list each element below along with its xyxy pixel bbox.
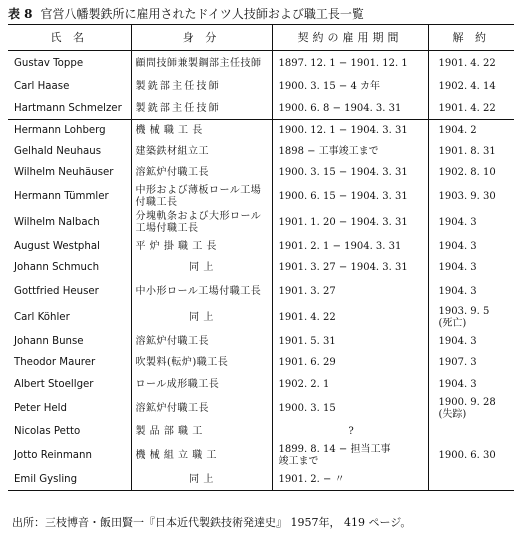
source-note: 出所：三枝博音・飯田賢一『日本近代製鉄技術発達史』 1957年， 419 ページ。 [12, 516, 412, 529]
cell-dismissal: 1904. 3 [428, 210, 514, 236]
table-row [8, 331, 514, 353]
cell-dismissal: 1903. 9. 5 (死亡) [428, 305, 514, 331]
cell-name: Jotto Reinmann [14, 450, 92, 461]
cell-period: 1900. 6. 8 − 1904. 3. 31 [272, 98, 428, 120]
cell-period: 1901. 4. 22 [272, 305, 428, 331]
table-row [8, 305, 514, 331]
cell-dismissal: 1904. 3 [428, 331, 514, 353]
cell-period: 1901. 5. 31 [272, 331, 428, 353]
table-caption [8, 5, 364, 22]
cell-dismissal [428, 422, 514, 444]
cell-period: 1900. 6. 15 − 1904. 3. 31 [272, 184, 428, 210]
cell-dismissal: 1901. 4. 22 [428, 51, 514, 77]
table-row [8, 236, 514, 258]
table-row [8, 184, 514, 210]
cell-name: Gottfried Heuser [14, 286, 99, 297]
engineers-table [8, 24, 514, 491]
table-row [8, 98, 514, 120]
table-row [8, 141, 514, 163]
table-row [8, 120, 514, 142]
cell-name: Albert Stoellger [14, 378, 94, 390]
table-row [8, 443, 514, 469]
header-role: 身 分 [131, 25, 272, 51]
cell-role: 分塊軌条および大形ロール工場付職工長 [131, 210, 272, 236]
cell-role: 同 上 [131, 305, 272, 331]
table-number: 表 8 [8, 7, 33, 21]
header-row [8, 25, 514, 51]
table-row [8, 210, 514, 236]
table-row [8, 279, 514, 305]
cell-period: 1897. 12. 1 − 1901. 12. 1 [272, 51, 428, 77]
cell-role: 中形および薄板ロール工場付職工長 [131, 184, 272, 210]
cell-role: 製銑部主任技師 [131, 77, 272, 99]
cell-period: 1901. 2. − 〃 [272, 469, 428, 491]
cell-dismissal: 1904. 3 [428, 236, 514, 258]
cell-role: 製銑部主任技師 [131, 98, 272, 120]
cell-dismissal: 1907. 3 [428, 353, 514, 375]
cell-role: 建築鉄材組立工 [131, 141, 272, 163]
cell-name: Carl Haase [14, 81, 70, 93]
cell-dismissal: 1900. 9. 28 (失踪) [428, 396, 514, 422]
table-row [8, 163, 514, 185]
cell-dismissal: 1902. 8. 10 [428, 163, 514, 185]
cell-dismissal: 1904. 3 [428, 279, 514, 305]
header-dismissal: 解 約 [428, 25, 514, 51]
cell-period: 1900. 3. 15 − 1904. 3. 31 [272, 163, 428, 185]
table-row [8, 77, 514, 99]
cell-dismissal: 1904. 3 [428, 374, 514, 396]
cell-period: 1901. 3. 27 [272, 279, 428, 305]
cell-name: Johann Schmuch [14, 262, 100, 274]
cell-dismissal: 1904. 3 [428, 258, 514, 280]
table-row [8, 422, 514, 444]
cell-name: August Westphal [14, 240, 100, 252]
cell-period: 1900. 3. 15 [272, 396, 428, 422]
cell-dismissal: 1902. 4. 14 [428, 77, 514, 99]
table-row [8, 469, 514, 491]
cell-period: 1901. 2. 1 − 1904. 3. 31 [272, 236, 428, 258]
cell-name: Peter Held [14, 402, 67, 414]
cell-role: 製 品 部 職 工 [131, 422, 272, 444]
cell-name: Nicolas Petto [14, 426, 81, 438]
cell-dismissal [428, 469, 514, 491]
cell-name: Hartmann Schmelzer [14, 102, 122, 114]
cell-role: 吹製料(転炉)職工長 [131, 353, 272, 375]
cell-name: Wilhelm Neuhäuser [14, 167, 114, 179]
cell-period: 1902. 2. 1 [272, 374, 428, 396]
cell-dismissal: 1901. 4. 22 [428, 98, 514, 120]
cell-role: 顧問技師兼製鋼部主任技師 [131, 51, 272, 77]
cell-role: 溶鉱炉付職工長 [131, 163, 272, 185]
cell-name: Gustav Toppe [14, 57, 84, 69]
table-row [8, 353, 514, 375]
cell-role: 溶鉱炉付職工長 [131, 396, 272, 422]
table-row [8, 51, 514, 77]
cell-period: 1899. 8. 14 − 担当工事 竣工まで [272, 443, 428, 469]
cell-role: ロール成形職工長 [131, 374, 272, 396]
cell-name: Hermann Lohberg [8, 120, 131, 142]
cell-dismissal: 1904. 2 [428, 120, 514, 142]
cell-period: ? [272, 422, 428, 444]
cell-period: 1901. 1. 20 − 1904. 3. 31 [272, 210, 428, 236]
table-row [8, 396, 514, 422]
cell-dismissal: 1903. 9. 30 [428, 184, 514, 210]
table-title: 官営八幡製鉄所に雇用されたドイツ人技師および職工長一覧 [40, 7, 364, 21]
cell-role: 同 上 [131, 469, 272, 491]
cell-role: 同 上 [131, 258, 272, 280]
cell-period: 1901. 6. 29 [272, 353, 428, 375]
header-period: 契約の雇用期間 [272, 25, 428, 51]
cell-role: 機 械 組 立 職 工 [131, 443, 272, 469]
cell-name: Johann Bunse [14, 335, 84, 347]
cell-name: Wilhelm Nalbach [14, 217, 100, 228]
cell-period: 1900. 3. 15 − 4 カ年 [272, 77, 428, 99]
cell-role: 中小形ロール工場付職工長 [131, 279, 272, 305]
cell-role: 機 械 職 工 長 [131, 120, 272, 142]
cell-dismissal: 1900. 6. 30 [428, 443, 514, 469]
cell-period: 1900. 12. 1 − 1904. 3. 31 [272, 120, 428, 142]
cell-name: Gelhald Neuhaus [14, 145, 102, 157]
cell-dismissal: 1901. 8. 31 [428, 141, 514, 163]
cell-role: 溶鉱炉付職工長 [131, 331, 272, 353]
cell-period: 1898 − 工事竣工まで [272, 141, 428, 163]
cell-name: Carl Köhler [14, 312, 70, 323]
table-row [8, 374, 514, 396]
cell-role: 平 炉 掛 職 工 長 [131, 236, 272, 258]
cell-name: Emil Gysling [8, 469, 131, 491]
cell-name: Hermann Tümmler [14, 191, 109, 202]
cell-period: 1901. 3. 27 − 1904. 3. 31 [272, 258, 428, 280]
header-name: 氏 名 [8, 25, 131, 51]
table-row [8, 258, 514, 280]
cell-name: Theodor Maurer [14, 357, 96, 369]
